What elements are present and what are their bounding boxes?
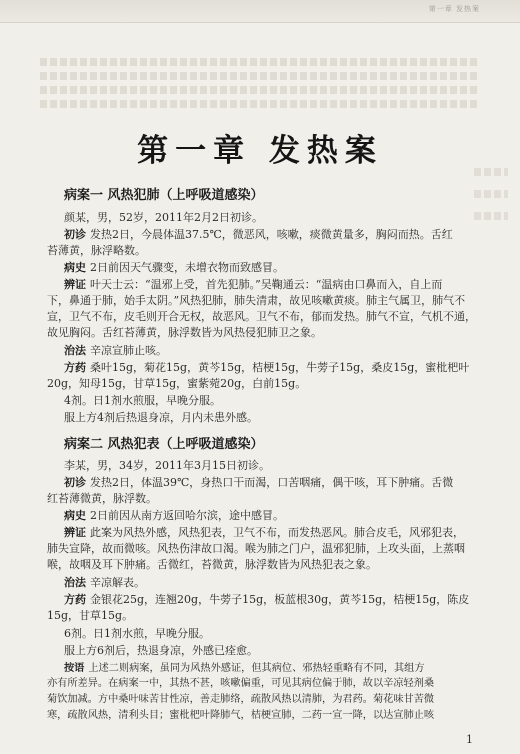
- chapter-title: 第一章 发热案: [137, 133, 383, 169]
- zhifa-label: 治法: [64, 576, 86, 589]
- case1-bianzheng: [64, 278, 484, 292]
- fangyao-label: 方药: [64, 593, 86, 606]
- bleed-through-line: [40, 72, 480, 80]
- case2-chuzhen-text: 发热2日，体温39℃，身热口干而渴，口苦咽痛，偶干咳，耳下肿痛。舌微: [90, 476, 454, 489]
- case2-zhifa-text: 辛凉解表。: [90, 576, 145, 589]
- anyu: [64, 661, 484, 676]
- case1-patient: 颜某，男，52岁，2011年2月2日初诊。: [64, 211, 263, 224]
- anyu-cont: 菊饮加减。方中桑叶味苦甘性凉，善走肺络，疏散风热以清肺，为君药。菊花味甘苦微: [47, 694, 435, 705]
- case1-title: 病案一 风热犯肺（上呼吸道感染）: [64, 188, 264, 203]
- case2-bianzheng-cont: 喉，故咽及耳下肿痛。舌微红，苔微黄，脉浮数皆为风热犯表之象。: [47, 558, 377, 571]
- case2-fangyao-text: 金银花25g，连翘20g，牛蒡子15g，板蓝根30g，黄芩15g，桔梗15g，陈皮: [90, 593, 470, 606]
- case1-chuzhen-cont: 苔薄黄，脉浮略数。: [47, 244, 146, 257]
- case2-patient: 李某，男，34岁，2011年3月15日初诊。: [64, 459, 270, 472]
- case1-bianzheng-text: 叶天士云：“温邪上受，首先犯肺。”吴鞠通云：“温病由口鼻而入，自上而: [90, 278, 443, 291]
- case1-bingshi-text: 2日前因天气骤变，未增衣物而致感冒。: [90, 261, 284, 274]
- case2-chuzhen-cont: 红苔薄微黄，脉浮数。: [47, 492, 157, 505]
- case1-bianzheng-cont: 故见胸闷。舌红苔薄黄，脉浮数皆为风热侵犯肺卫之象。: [47, 326, 322, 339]
- bleed-through-line: [40, 100, 480, 108]
- case2-title: 病案二 风热犯表（上呼吸道感染）: [64, 437, 264, 452]
- bianzheng-label: 辨证: [64, 278, 86, 291]
- case2-dose: 6剂。日1剂水煎，早晚分服。: [64, 627, 210, 640]
- case1-fangyao: [64, 361, 484, 375]
- chuzhen-label: 初诊: [64, 228, 86, 241]
- case2-result: 服上方6剂后，热退身凉，外感已痊愈。: [64, 644, 258, 657]
- case1-result: 服上方4剂后热退身凉，月内未患外感。: [64, 411, 258, 424]
- case2-bianzheng: [64, 526, 484, 540]
- case1-chuzhen-text: 发热2日，今晨体温37.5℃，微恶风，咳嗽，痰微黄量多，胸闷而热。舌红: [90, 228, 453, 241]
- case1-bingshi: [64, 261, 484, 275]
- fangyao-label: 方药: [64, 361, 86, 374]
- case1-chuzhen: [64, 228, 484, 242]
- anyu-text: 上述二则病案，虽同为风热外感证，但其病位、邪热轻重略有不同，其组方: [88, 663, 425, 674]
- bingshi-label: 病史: [64, 261, 86, 274]
- case2-bingshi-text: 2日前因从南方返回哈尔滨，途中感冒。: [90, 509, 284, 522]
- case2-bianzheng-text: 此案为风热外感，风热犯表，卫气不布，而发热恶风。肺合皮毛，风邪犯表，: [90, 526, 464, 539]
- chuzhen-label: 初诊: [64, 476, 86, 489]
- case2-bingshi: [64, 509, 484, 523]
- case1-dose: 4剂。日1剂水煎服，早晚分服。: [64, 394, 221, 407]
- case2-fangyao-cont: 15g，甘草15g。: [47, 609, 134, 622]
- case1-zhifa: [64, 344, 484, 358]
- case2-zhifa: [64, 576, 484, 590]
- bingshi-label: 病史: [64, 509, 86, 522]
- case2-chuzhen: [64, 476, 484, 490]
- case2-fangyao: [64, 593, 484, 607]
- anyu-cont: 亦有所差异。在病案一中，其热不甚，咳嗽偏重，可见其病位偏于肺，故以辛凉轻剂桑: [47, 678, 435, 689]
- anyu-label: 按语: [64, 662, 85, 674]
- page-header-strip: [0, 0, 520, 23]
- case1-bianzheng-cont: 下，鼻通于肺，始手太阴。”风热犯肺，肺失清肃，故见咳嗽黄痰。肺主气属卫，肺气不: [47, 294, 466, 307]
- anyu-cont: 寒，疏散风热，清利头目；蜜枇杷叶降肺气，桔梗宣肺，二药一宣一降，以达宣肺止咳: [47, 710, 435, 721]
- case1-bianzheng-cont: 宣，卫气不布，皮毛则开合无权，故恶风。卫气不布，郁而发热。肺气不宣，气机不通，: [47, 310, 476, 323]
- bleed-through-line: [40, 86, 480, 94]
- case1-fangyao-cont: 20g，知母15g，甘草15g，蜜紫菀20g，白前15g。: [47, 377, 307, 390]
- bleed-through-line: [474, 190, 508, 198]
- bleed-through-line: [40, 58, 480, 66]
- page-number: 1: [466, 733, 473, 746]
- zhifa-label: 治法: [64, 344, 86, 357]
- running-header: 第一章 发热案: [428, 5, 480, 13]
- case2-bianzheng-cont: 肺失宣降，故而微咳。风热伤津故口渴。喉为肺之门户，温邪犯肺，上攻头面，上蒸咽: [47, 542, 465, 555]
- case1-zhifa-text: 辛凉宣肺止咳。: [90, 344, 167, 357]
- bianzheng-label: 辨证: [64, 526, 86, 539]
- case1-fangyao-text: 桑叶15g，菊花15g，黄芩15g，桔梗15g，牛蒡子15g，桑皮15g，蜜枇杷叶: [90, 361, 470, 374]
